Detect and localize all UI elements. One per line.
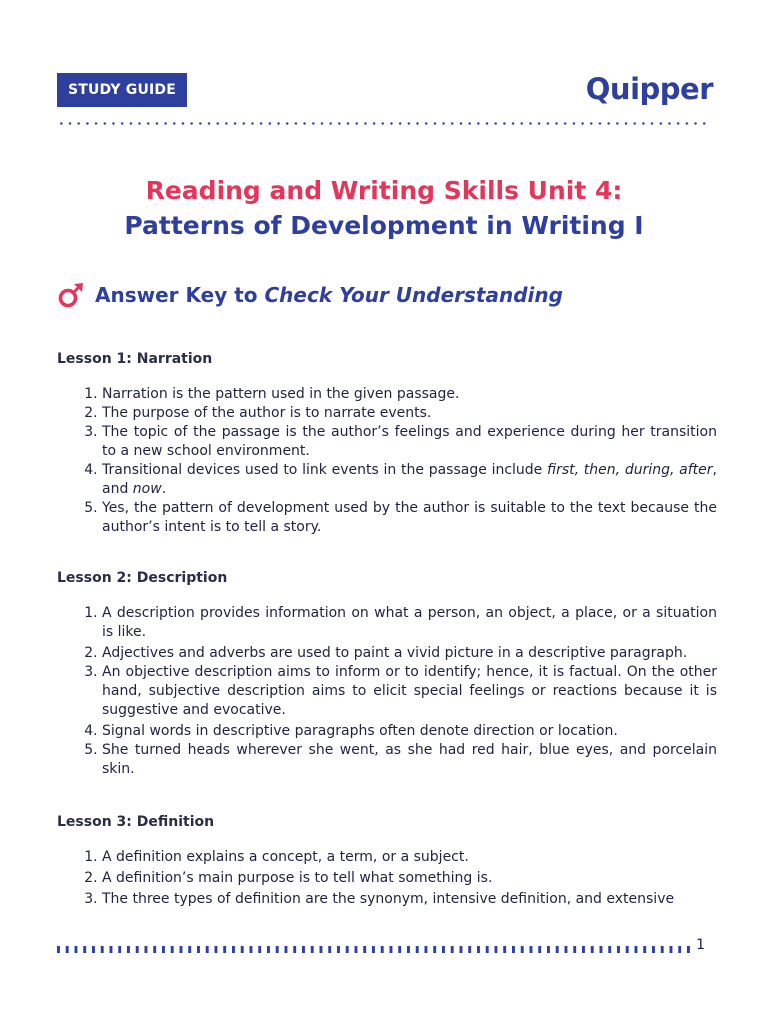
lesson-title: Lesson 1: Narration [57, 351, 213, 367]
page-title [0, 173, 768, 243]
quipper-logo: Quipper [585, 72, 713, 106]
section-heading-prefix: Answer Key to [95, 283, 258, 307]
study-guide-badge: STUDY GUIDE [57, 73, 187, 107]
arrow-target-icon [57, 281, 85, 309]
title-line-2: Patterns of Development in Writing I [124, 211, 644, 240]
page-number: 1 [696, 937, 705, 953]
list-item: 1. A description provides information on what a person, an object, a place, or a situation is like. [102, 604, 717, 642]
list-item: 4. Signal words in descriptive paragraphs often denote direction or location. [102, 722, 717, 741]
list-item: 2. A definition’s main purpose is to tell what something is. [102, 869, 717, 888]
section-heading-emphasis: Check Your Understanding [264, 283, 563, 307]
title-line-1: Reading and Writing Skills Unit 4: [145, 176, 623, 205]
list-item: 2. Adjectives and adverbs are used to paint a vivid picture in a descriptive paragraph. [102, 644, 717, 663]
list-item: 3. An objective description aims to inform or to identify; hence, it is factual. On the other hand, subjective description aims to elicit special feelings or reactions because it is suggestive and evocative. [102, 663, 717, 720]
list-item: 1. Narration is the pattern used in the given passage. [102, 385, 717, 404]
list-item: 1. A definition explains a concept, a term, or a subject. [102, 848, 717, 867]
lesson-title: Lesson 3: Definition [57, 814, 215, 830]
list-item: 5. Yes, the pattern of development used by the author is suitable to the text because the author’s intent is to tell a story. [102, 499, 717, 537]
lesson-title: Lesson 2: Description [57, 570, 228, 586]
list-item: 2. The purpose of the author is to narrate events. [102, 404, 717, 423]
list-item: 3. The three types of definition are the synonym, intensive definition, and extensive [102, 890, 717, 909]
answer-key-content [57, 351, 717, 909]
list-item: 4. Transitional devices used to link events in the passage include first, then, during, after, and now. [102, 461, 717, 499]
list-item: 5. She turned heads wherever she went, as she had red hair, blue eyes, and porcelain skin. [102, 741, 717, 779]
header-divider [57, 122, 711, 125]
list-item: 3. The topic of the passage is the author’s feelings and experience during her transition to a new school environment. [102, 423, 717, 461]
section-heading [57, 281, 563, 309]
lesson-3 [57, 814, 717, 909]
lesson-1 [57, 351, 717, 537]
footer-divider [57, 946, 691, 953]
lesson-2 [57, 570, 717, 779]
